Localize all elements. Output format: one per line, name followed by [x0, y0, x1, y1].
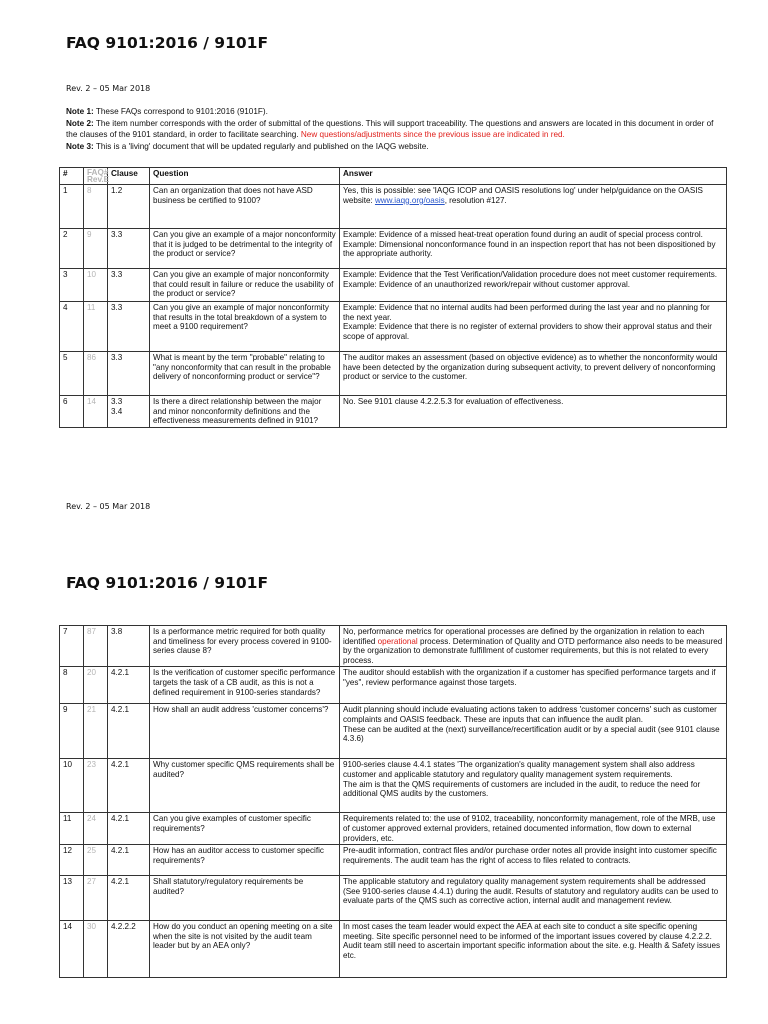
item-number: 1 — [60, 185, 84, 229]
question-cell: Is there a direct relationship between the major and minor nonconformity definitions and the effectiveness measurements defined in 9101? — [150, 396, 340, 428]
faq-table-page-2 — [59, 625, 727, 978]
clause-cell: 3.3 — [108, 302, 150, 352]
item-number: 11 — [60, 813, 84, 845]
faq-rev-number: 27 — [84, 876, 108, 921]
page-title-page-2: FAQ 9101:2016 / 9101F — [66, 574, 269, 592]
faq-rev-number: 9 — [84, 229, 108, 269]
table-row — [60, 396, 727, 428]
faq-rev-number: 10 — [84, 269, 108, 302]
table-row — [60, 302, 727, 352]
item-number: 10 — [60, 759, 84, 813]
answer-cell: The auditor makes an assessment (based on objective evidence) as to whether the nonconformity would have been detected by the organization during subsequent activity, to prevent delivery of nonconforming product or service to the customer. — [340, 352, 727, 396]
faq-rev-number: 25 — [84, 845, 108, 876]
clause-cell: 1.2 — [108, 185, 150, 229]
header-num: # — [60, 168, 84, 185]
note-1-label: Note 1: — [66, 107, 94, 116]
notes-block — [66, 106, 726, 152]
question-cell: How shall an audit address 'customer concerns'? — [150, 704, 340, 759]
page-title: FAQ 9101:2016 / 9101F — [66, 34, 269, 52]
question-cell: Can you give examples of customer specific requirements? — [150, 813, 340, 845]
answer-text-tail: process. Determination of Quality and OTD performance also needs to be measured by the organization to demonstrate fulfillment of customer requirements, but this is not related to every process. — [343, 636, 723, 665]
question-cell: Is the verification of customer specific performance targets the task of a CB audit, as this is not a defined requirement in 9100-series standards? — [150, 667, 340, 704]
header-question: Question — [150, 168, 340, 185]
question-cell: How has an auditor access to customer specific requirements? — [150, 845, 340, 876]
item-number: 6 — [60, 396, 84, 428]
clause-cell: 4.2.1 — [108, 876, 150, 921]
answer-cell: Example: Evidence of a missed heat-treat operation found during an audit of special process control. Example: Dimensional nonconformance found in an inspection report that has not been dispositioned by the appropriate authority. — [340, 229, 727, 269]
note-2-red-text: New questions/adjustments since the previous issue are indicated in red. — [300, 130, 565, 139]
question-cell: Can you give an example of major nonconformity that could result in failure or reduce the usability of the product or service? — [150, 269, 340, 302]
table-row — [60, 704, 727, 759]
question-cell: Can you give an example of major nonconformity that results in the total breakdown of a system to meet a 9100 requirement? — [150, 302, 340, 352]
faq-rev-number: 30 — [84, 921, 108, 978]
table-row — [60, 352, 727, 396]
answer-text: Yes, this is possible: see 'IAQG ICOP and OASIS resolutions log' under help/guidance on the OASIS website: — [343, 186, 703, 205]
note-2-text: The item number corresponds with the order of submittal of the questions. This will support traceability. The questions and answers are located in this document in order of the clauses of the 9101 standard, in order to facilitate searching. — [66, 118, 714, 139]
faq-rev-number: 11 — [84, 302, 108, 352]
item-number: 3 — [60, 269, 84, 302]
clause-cell: 4.2.2.2 — [108, 921, 150, 978]
note-2-label: Note 2: — [66, 118, 94, 128]
faq-table-page-1 — [59, 167, 727, 428]
clause-cell: 3.3 3.4 — [108, 396, 150, 428]
note-1 — [66, 106, 726, 118]
answer-cell: Example: Evidence that no internal audits had been performed during the last year and no planning for the next year. Example: Evidence that there is no register of external providers to show their approval status and their scope of approval. — [340, 302, 727, 352]
clause-cell: 4.2.1 — [108, 704, 150, 759]
answer-cell: In most cases the team leader would expect the AEA at each site to conduct a site specific opening meeting. Site specific personnel need to be informed of the important issues covered by clause 4.2.2.2. Audit team still need to ascertain important specific information about the site. e.g. Health & Safety issues etc. — [340, 921, 727, 978]
answer-cell: The applicable statutory and regulatory quality management system requirements shall be addressed (See 9100-series clause 4.4.1) during the audit. Results of statutory and regulatory audits can be used to evaluate parts of the QMS such as corrective action, internal audit and management review. — [340, 876, 727, 921]
answer-cell: Audit planning should include evaluating actions taken to address 'customer concerns' such as customer complaints and OASIS feedback. These are inputs that can influence the audit plan. These can be audited at the (next) surveillance/recertification audit or by a special audit (see 9101 clause 4.3.6) — [340, 704, 727, 759]
item-number: 7 — [60, 626, 84, 667]
answer-cell: Requirements related to: the use of 9102, traceability, nonconformity management, role of the MRB, use of customer approved external providers, retained documented information, flow down to external providers, etc. — [340, 813, 727, 845]
table-row — [60, 845, 727, 876]
item-number: 9 — [60, 704, 84, 759]
oasis-link[interactable]: www.iaqg.org/oasis — [374, 195, 445, 205]
clause-cell: 3.3 — [108, 269, 150, 302]
faq-rev-number: 86 — [84, 352, 108, 396]
answer-cell — [340, 626, 727, 667]
table-row — [60, 921, 727, 978]
note-3-tail: IAQG website. — [375, 141, 429, 151]
item-number: 8 — [60, 667, 84, 704]
table-row — [60, 626, 727, 667]
note-3-text: This is a 'living' document that will be updated regularly and published on the — [93, 141, 376, 151]
question-cell: Can you give an example of a major nonconformity that it is judged to be detrimental to the integrity of the product or service? — [150, 229, 340, 269]
answer-cell: The auditor should establish with the organization if a customer has specified performance targets and if "yes", review performance against those targets. — [340, 667, 727, 704]
table-row — [60, 876, 727, 921]
header-answer: Answer — [340, 168, 727, 185]
question-cell: Is a performance metric required for both quality and timeliness for every process covered in 9100-series clause 8? — [150, 626, 340, 667]
clause-cell: 4.2.1 — [108, 845, 150, 876]
clause-cell: 3.8 — [108, 626, 150, 667]
table-row — [60, 185, 727, 229]
table-header-row — [60, 168, 727, 185]
clause-cell: 3.3 — [108, 352, 150, 396]
header-clause: Clause — [108, 168, 150, 185]
note-3-label: Note 3: — [66, 141, 94, 151]
question-cell: How do you conduct an opening meeting on a site when the site is not visited by the audit team leader but by an AEA only? — [150, 921, 340, 978]
table-row — [60, 813, 727, 845]
revision-label: Rev. 2 – 05 Mar 2018 — [66, 84, 151, 93]
question-cell: Can an organization that does not have ASD business be certified to 9100? — [150, 185, 340, 229]
item-number: 5 — [60, 352, 84, 396]
answer-cell: Example: Evidence that the Test Verification/Validation procedure does not meet customer requirements. Example: Evidence of an unauthorized rework/repair without customer approval. — [340, 269, 727, 302]
answer-cell: Pre-audit information, contract files and/or purchase order notes all provide insight into customer specific requirements. The audit team has the right of access to files related to contracts. — [340, 845, 727, 876]
faq-rev-number: 21 — [84, 704, 108, 759]
answer-cell: 9100-series clause 4.4.1 states 'The organization's quality management system shall also address customer and applicable statutory and regulatory quality management system requirements. The aim is that the QMS requirements of customers are included in the audit, to reduce the need for additional QMS audits by the customers. — [340, 759, 727, 813]
revision-label-page-2: Rev. 2 – 05 Mar 2018 — [66, 502, 151, 511]
faq-rev-number: 14 — [84, 396, 108, 428]
table-row — [60, 667, 727, 704]
faq-rev-number: 24 — [84, 813, 108, 845]
question-cell: Why customer specific QMS requirements shall be audited? — [150, 759, 340, 813]
table-row — [60, 269, 727, 302]
header-faq-rev: FAQ# Rev.E — [84, 168, 108, 185]
item-number: 2 — [60, 229, 84, 269]
question-cell: What is meant by the term "probable" relating to "any nonconformity that can result in the probable delivery of nonconforming product or service"? — [150, 352, 340, 396]
answer-red-text: operational — [377, 636, 418, 646]
answer-cell: No. See 9101 clause 4.2.2.5.3 for evaluation of effectiveness. — [340, 396, 727, 428]
item-number: 4 — [60, 302, 84, 352]
table-row — [60, 759, 727, 813]
answer-text: No, performance metrics for operational processes are defined by the organization in relation to each identified — [343, 627, 705, 646]
answer-text-tail: , resolution #127. — [444, 195, 507, 205]
note-1-text: These FAQs correspond to 9101:2016 (9101F). — [93, 107, 268, 116]
faq-rev-number: 8 — [84, 185, 108, 229]
note-2 — [66, 118, 726, 141]
faq-rev-number: 20 — [84, 667, 108, 704]
table-row — [60, 229, 727, 269]
question-cell: Shall statutory/regulatory requirements be audited? — [150, 876, 340, 921]
item-number: 12 — [60, 845, 84, 876]
clause-cell: 4.2.1 — [108, 667, 150, 704]
faq-rev-number: 23 — [84, 759, 108, 813]
clause-cell: 4.2.1 — [108, 759, 150, 813]
answer-cell — [340, 185, 727, 229]
clause-cell: 3.3 — [108, 229, 150, 269]
faq-rev-number: 87 — [84, 626, 108, 667]
item-number: 13 — [60, 876, 84, 921]
note-3 — [66, 141, 726, 153]
clause-cell: 4.2.1 — [108, 813, 150, 845]
item-number: 14 — [60, 921, 84, 978]
